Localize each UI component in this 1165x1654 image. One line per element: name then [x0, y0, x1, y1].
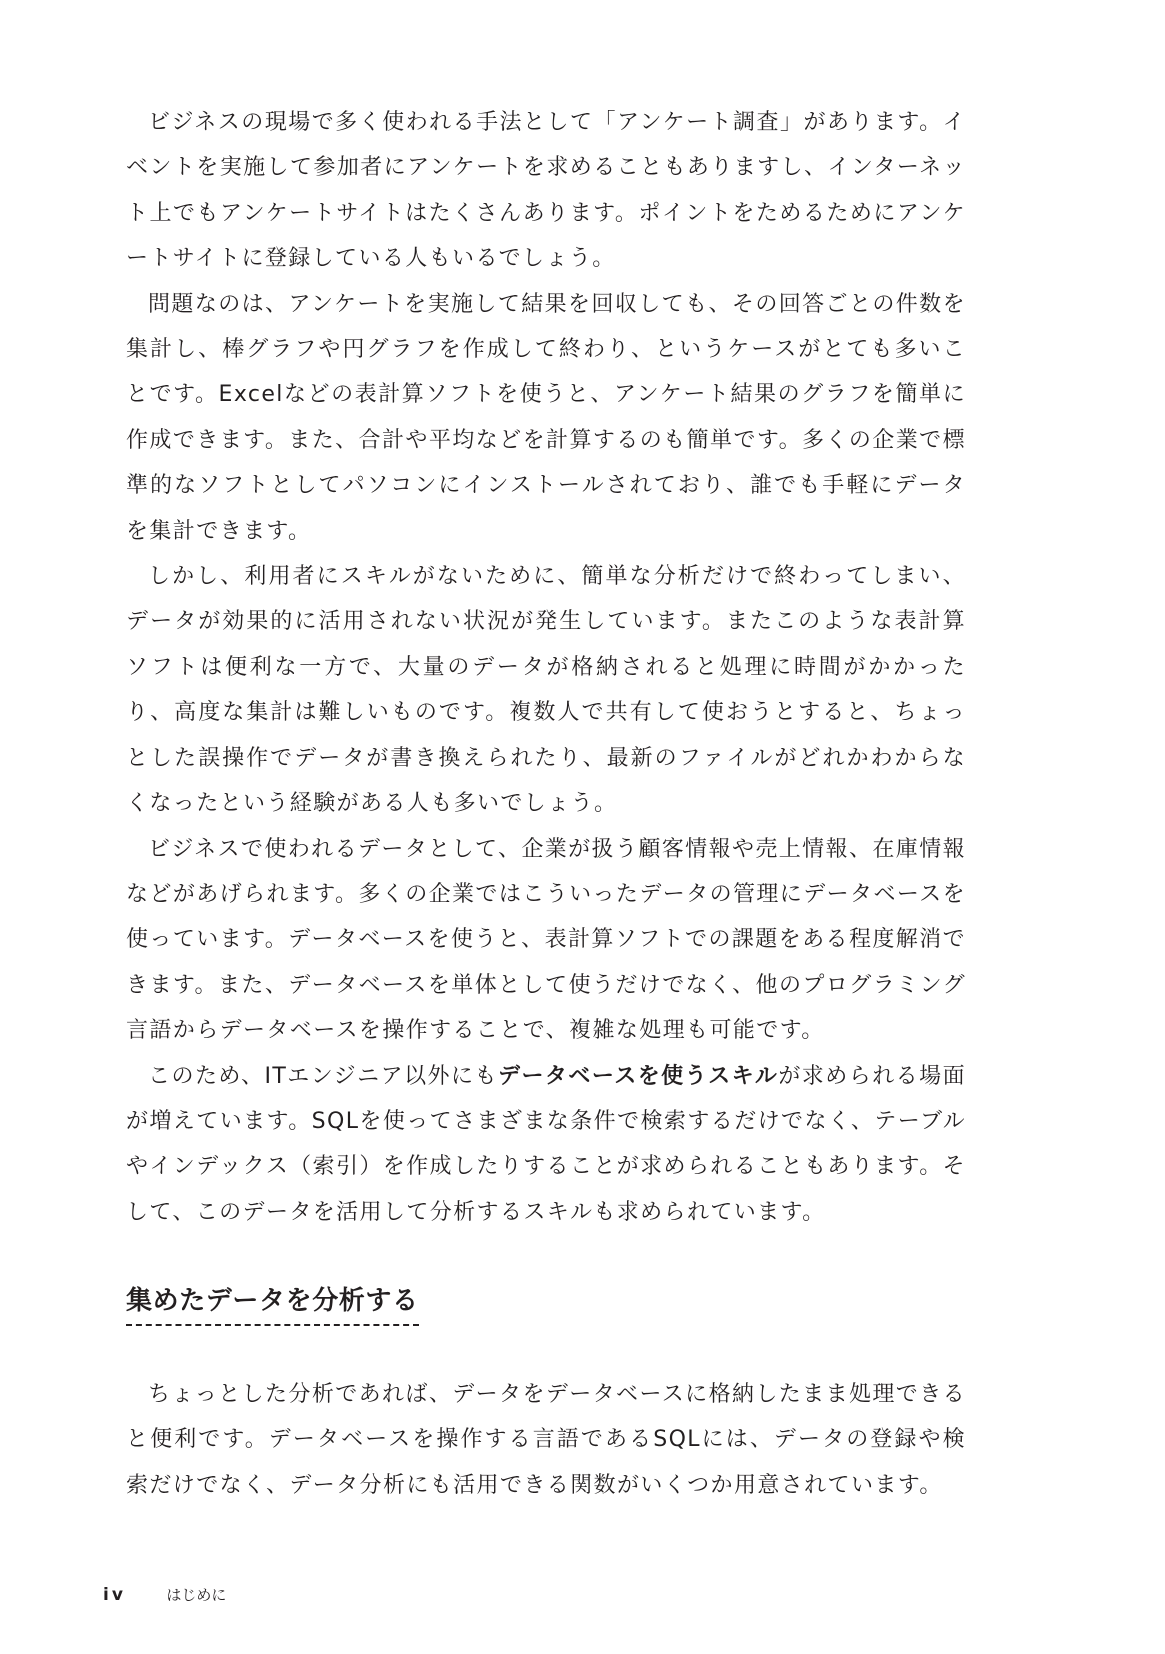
- paragraph-5: [126, 1054, 966, 1236]
- running-head: はじめに: [166, 1586, 227, 1604]
- paragraph-4: ビジネスで使われるデータとして、企業が扱う顧客情報や売上情報、在庫情報などがあげられます。多くの企業ではこういったデータの管理にデータベースを使っています。データベースを使うと、表計算ソフトでの課題をある程度解消できます。また、データベースを単体として使うだけでなく、他のプログラミング言語からデータベースを操作することで、複雑な処理も可能です。: [126, 836, 966, 1044]
- section-heading: 集めたデータを分析する: [126, 1284, 419, 1326]
- paragraph-5-after: が求められる場面が増えています。SQLを使ってさまざまな条件で検索するだけでなく、テーブルやインデックス（索引）を作成したりすることが求められることもあります。そして、このデータを活用して分析するスキルも求められています。: [126, 1063, 967, 1225]
- page-footer: [103, 1584, 226, 1606]
- analysis-section: [126, 1284, 966, 1508]
- section-text: [126, 1372, 966, 1508]
- body-text: [126, 100, 966, 1235]
- paragraph-1: ビジネスの現場で多く使われる手法として「アンケート調査」があります。イベントを実施して参加者にアンケートを求めることもありますし、インターネット上でもアンケートサイトはたくさんあります。ポイントをためるためにアンケートサイトに登録している人もいるでしょう。: [126, 110, 966, 272]
- page-number: iv: [103, 1585, 126, 1605]
- paragraph-2: 問題なのは、アンケートを実施して結果を回収しても、その回答ごとの件数を集計し、棒グラフや円グラフを作成して終わり、というケースがとても多いことです。Excelなどの表計算ソフトを使うと、アンケート結果のグラフを簡単に作成できます。また、合計や平均などを計算するのも簡単です。多くの企業で標準的なソフトとしてパソコンにインストールされており、誰でも手軽にデータを集計できます。: [126, 291, 966, 544]
- paragraph-3: しかし、利用者にスキルがないために、簡単な分析だけで終わってしまい、データが効果的に活用されない状況が発生しています。またこのような表計算ソフトは便利な一方で、大量のデータが格納されると処理に時間がかかったり、高度な集計は難しいものです。複数人で共有して使おうとすると、ちょっとした誤操作でデータが書き換えられたり、最新のファイルがどれかわからなくなったという経験がある人も多いでしょう。: [126, 564, 966, 817]
- paragraph-5-before: このため、ITエンジニア以外にも: [148, 1063, 498, 1089]
- section-paragraph-1: ちょっとした分析であれば、データをデータベースに格納したまま処理できると便利です。データベースを操作する言語であるSQLには、データの登録や検索だけでなく、データ分析にも活用できる関数がいくつか用意されています。: [126, 1382, 966, 1498]
- emphasis-database-skill: データベースを使うスキル: [497, 1063, 779, 1089]
